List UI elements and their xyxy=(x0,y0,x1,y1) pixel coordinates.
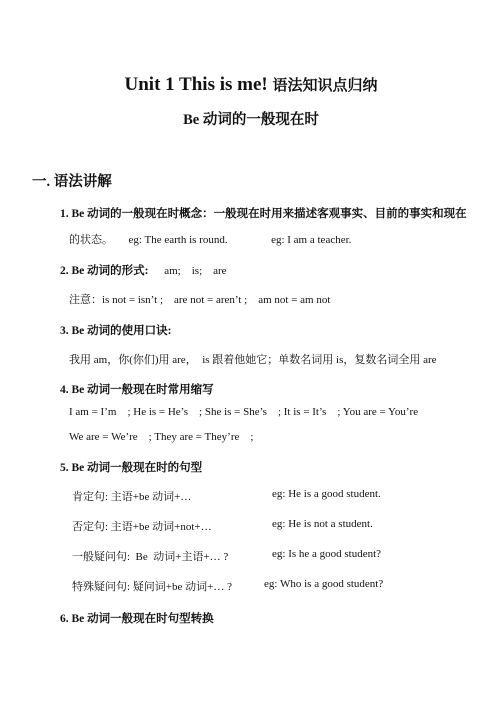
pattern-wh-question-label: 特殊疑问句: 疑问词+be 动词+… ? xyxy=(72,581,232,593)
page-title xyxy=(0,74,502,96)
pattern-yes-no-question-label: 一般疑问句: Be 动词+主语+… ? xyxy=(72,551,229,563)
item-1-line2 xyxy=(69,231,351,247)
title-cn: 语法知识点归纳 xyxy=(272,78,378,94)
pattern-affirmative-example: eg: He is a good student. xyxy=(272,488,381,500)
item-4-row-1: I am = I’m ; He is = He’s ; She is = She’s ; It is = It’s ; You are = You’re xyxy=(69,406,419,418)
item-3-rhyme: 我用 am，你(你们)用 are， is 跟着他她它；单数名词用 is，复数名词全用 are xyxy=(69,354,437,366)
item-2-note: 注意：is not = isn’t ; are not = aren’t ; am not = am not xyxy=(69,294,331,306)
pattern-negative-label: 否定句: 主语+be 动词+not+… xyxy=(72,521,212,533)
item-6-heading: 6. Be 动词一般现在时句型转换 xyxy=(60,613,214,625)
section-heading: 一. 语法讲解 xyxy=(32,174,112,190)
pattern-wh-question-example: eg: Who is a good student? xyxy=(264,578,384,590)
pattern-negative-example: eg: He is not a student. xyxy=(272,518,373,530)
item-1-line2-text: 的状态。 xyxy=(69,234,113,246)
page-subtitle: Be 动词的一般现在时 xyxy=(183,112,319,128)
item-4-row-2: We are = We’re ; They are = They’re ; xyxy=(69,431,254,443)
item-5-heading: 5. Be 动词一般现在时的句型 xyxy=(60,462,203,474)
pattern-affirmative-label: 肯定句: 主语+be 动词+… xyxy=(72,491,192,503)
pattern-yes-no-question-example: eg: Is he a good student? xyxy=(272,548,382,560)
item-2-forms: am; is; are xyxy=(164,265,227,277)
item-1-example-1: eg: The earth is round. xyxy=(128,234,228,246)
item-2-heading-text: 2. Be 动词的形式: xyxy=(60,265,149,277)
title-en: Unit 1 This is me! xyxy=(124,74,268,95)
item-1-example-2: eg: I am a teacher. xyxy=(271,234,352,246)
item-1-heading: 1. Be 动词的一般现在时概念：一般现在时用来描述客观事实、目前的事实和现在 xyxy=(60,208,467,220)
item-4-heading: 4. Be 动词一般现在时常用缩写 xyxy=(60,384,214,396)
item-3-heading: 3. Be 动词的使用口诀: xyxy=(60,325,172,337)
item-2-heading xyxy=(60,262,227,278)
